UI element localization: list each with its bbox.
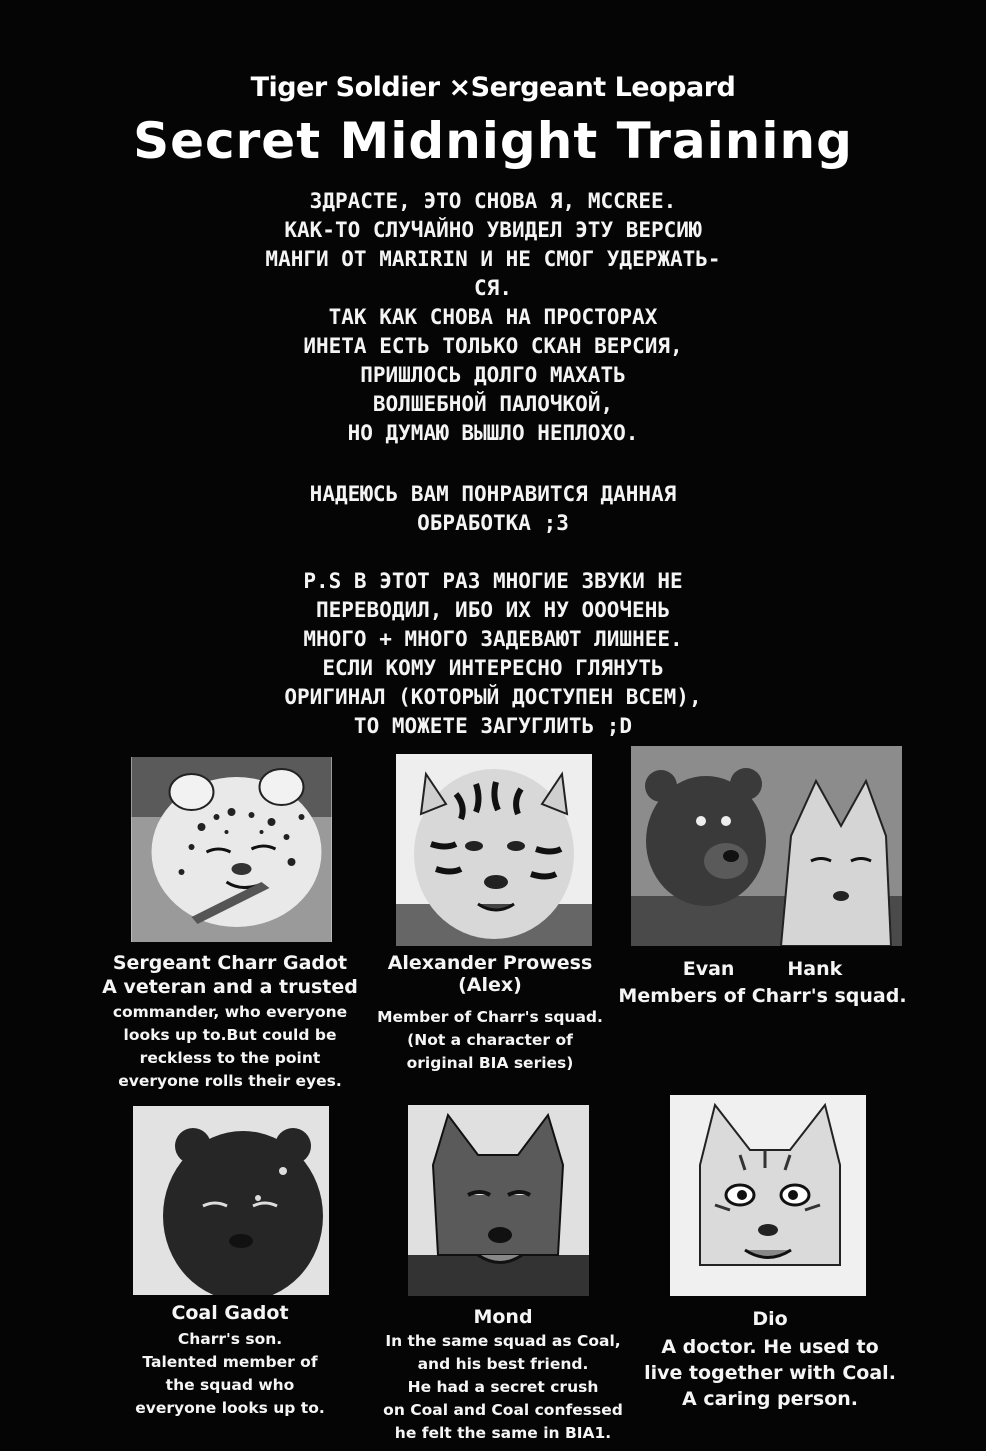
character-desc-line: Charr's son. xyxy=(177,1330,283,1348)
character-desc-line: everyone rolls their eyes. xyxy=(118,1072,342,1090)
character-desc-line: he felt the same in BIA1. xyxy=(394,1424,612,1442)
note-line: P.S В ЭТОТ РАЗ МНОГИЕ ЗВУКИ НЕ xyxy=(303,569,683,593)
alexander-prowess-portrait xyxy=(396,754,592,946)
character-desc-line: everyone looks up to. xyxy=(135,1399,325,1417)
character-desc-line: A doctor. He used to xyxy=(661,1336,879,1358)
character-desc-line: the squad who xyxy=(165,1376,295,1394)
bear-and-fox-illustration xyxy=(631,746,902,946)
note-line: МАНГИ ОТ MARIRIN И НЕ СМОГ УДЕРЖАТЬ- xyxy=(265,247,721,271)
character-card-dio xyxy=(630,1308,910,1412)
translator-note-paragraph-3 xyxy=(150,567,836,741)
note-line: ТАК КАК СНОВА НА ПРОСТОРАХ xyxy=(328,305,658,329)
character-name: Alexander Prowess xyxy=(387,952,593,974)
character-name: Coal Gadot xyxy=(171,1302,289,1324)
character-desc-line: A caring person. xyxy=(682,1388,858,1410)
note-line: ПРИШЛОСЬ ДОЛГО МАХАТЬ xyxy=(360,363,626,387)
lynx-illustration xyxy=(670,1095,866,1296)
note-line: ИНЕТА ЕСТЬ ТОЛЬКО СКАН ВЕРСИЯ, xyxy=(303,334,683,358)
character-desc-line: In the same squad as Coal, xyxy=(385,1332,621,1350)
character-desc-line: on Coal and Coal confessed xyxy=(383,1401,623,1419)
character-desc-line: (Not a character of xyxy=(407,1031,573,1049)
character-desc-line: original BIA series) xyxy=(406,1054,574,1072)
character-name: Dio xyxy=(752,1308,788,1330)
character-name: Sergeant Charr Gadot xyxy=(112,952,348,974)
character-desc-line: and his best friend. xyxy=(417,1355,589,1373)
panther-illustration xyxy=(133,1106,329,1295)
character-card-coal xyxy=(100,1302,360,1420)
note-line: СЯ. xyxy=(474,276,512,300)
wolf-illustration xyxy=(408,1105,589,1296)
character-nickname: (Alex) xyxy=(458,974,522,996)
translator-note-paragraph-2 xyxy=(150,480,836,538)
manga-subtitle: Tiger Soldier ×Sergeant Leopard xyxy=(250,72,736,103)
note-line: НО ДУМАЮ ВЫШЛО НЕПЛОХО. xyxy=(347,421,639,445)
character-name: Mond xyxy=(473,1306,533,1328)
note-line: ТО МОЖЕТЕ ЗАГУГЛИТЬ ;D xyxy=(353,714,633,738)
character-desc-line: reckless to the point xyxy=(139,1049,321,1067)
character-name: Evan Hank xyxy=(682,958,843,980)
note-line: МНОГО + МНОГО ЗАДЕВАЮТ ЛИШНЕЕ. xyxy=(303,627,683,651)
character-desc-line: He had a secret crush xyxy=(407,1378,599,1396)
character-desc-line: looks up to.But could be xyxy=(123,1026,337,1044)
character-desc-line: A veteran and a trusted xyxy=(102,976,358,998)
evan-hank-portrait xyxy=(631,746,902,946)
character-card-charr xyxy=(95,952,365,1093)
character-desc-line: live together with Coal. xyxy=(644,1362,896,1384)
note-line: ОБРАБОТКА ;3 xyxy=(417,511,569,535)
note-line: ОРИГИНАЛ (КОТОРЫЙ ДОСТУПЕН ВСЕМ), xyxy=(284,685,702,709)
dio-portrait xyxy=(670,1095,866,1296)
tiger-illustration xyxy=(396,754,592,946)
note-line: НАДЕЮСЬ ВАМ ПОНРАВИТСЯ ДАННАЯ xyxy=(309,482,677,506)
note-line: ВОЛШЕБНОЙ ПАЛОЧКОЙ, xyxy=(372,392,614,416)
mond-portrait xyxy=(408,1105,589,1296)
translator-note-paragraph-1 xyxy=(150,187,836,448)
note-line: ЗДРАСТЕ, ЭТО СНОВА Я, MCCREE. xyxy=(309,189,677,213)
character-desc-line: Member of Charr's squad. xyxy=(377,1008,603,1026)
character-card-alexander xyxy=(365,952,615,1075)
leopard-illustration xyxy=(131,757,332,942)
note-line: ПЕРЕВОДИЛ, ИБО ИХ НУ ОООЧЕНЬ xyxy=(315,598,670,622)
note-line: КАК-ТО СЛУЧАЙНО УВИДЕЛ ЭТУ ВЕРСИЮ xyxy=(284,218,702,242)
character-card-evan-hank xyxy=(615,958,910,1008)
character-desc-line: commander, who everyone xyxy=(112,1003,348,1021)
character-card-mond xyxy=(370,1306,636,1445)
character-desc-line: Talented member of xyxy=(142,1353,318,1371)
manga-title: Secret Midnight Training xyxy=(133,112,853,170)
note-line: ЕСЛИ КОМУ ИНТЕРЕСНО ГЛЯНУТЬ xyxy=(322,656,664,680)
character-desc-line: Members of Charr's squad. xyxy=(618,985,907,1007)
coal-gadot-portrait xyxy=(133,1106,329,1295)
charr-gadot-portrait xyxy=(131,757,332,942)
